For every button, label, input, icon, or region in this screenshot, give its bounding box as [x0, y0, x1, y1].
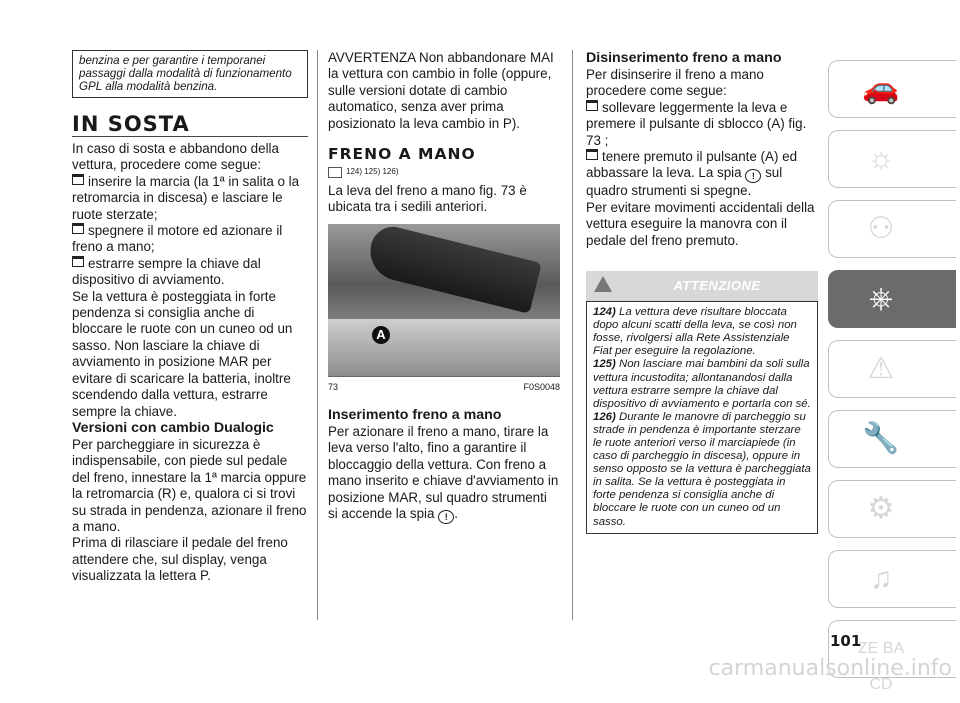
figure-handbrake — [328, 224, 560, 376]
list-item-text: estrarre sempre la chiave dal dispositivo di avviamento. — [72, 255, 261, 288]
paragraph: Se la vettura è posteggiata in forte pendenza si consiglia anche di bloccare le ruote con un cuneo od un sasso. Non lasciare la chiave di avviamento in posizione MAR per evitare di scaricare la batteria, inoltre scendendo dalla vettura, estrarre sempre la chiave. — [72, 288, 293, 419]
paragraph: Per evitare movimenti accidentali della vettura eseguire la manovra con il pedale del freno premuto. — [586, 199, 815, 248]
tab-warning-car-icon[interactable] — [828, 340, 956, 398]
sun-mail-icon: ☼ — [867, 142, 895, 175]
figure-label-a: A — [372, 326, 390, 344]
tab-tech-data-icon[interactable] — [828, 480, 956, 538]
tech-data-icon: ⚙ — [867, 492, 895, 525]
figure-console — [328, 319, 560, 376]
subheading-dualogic: Versioni con cambio Dualogic — [72, 419, 274, 436]
list-item-text: sul quadro strumenti si spegne. — [586, 165, 783, 199]
list-item — [586, 149, 818, 200]
paragraph: Prima di rilasciare il pedale del freno attendere che, sul display, venga visualizzata la lettera P. — [72, 535, 288, 584]
brake-warning-light-icon: ! — [438, 510, 454, 524]
index-letters-icon: ZE BA CD — [857, 640, 905, 693]
list-item-text: spegnere il motore ed azionare il freno a mano; — [72, 223, 283, 255]
tab-key-steering-icon[interactable] — [828, 270, 956, 328]
heading-in-sosta: IN SOSTA — [72, 116, 308, 137]
list-item — [72, 256, 308, 289]
heading-disinserimento: Disinserimento freno a mano — [586, 50, 782, 66]
paragraph-end: . — [454, 506, 458, 522]
tab-seat-airbag-icon[interactable] — [828, 200, 956, 258]
warning-ref-icon — [328, 167, 342, 178]
heading-freno-a-mano: FRENO A MANO — [328, 145, 476, 164]
list-item — [586, 100, 818, 149]
warning-text: Durante le manovre di parcheggio su strade in pendenza è importante sterzare le ruote anteriori verso il marciapiede (in caso di parcheggio in discesa), oppure in senso opposto se la vettura è parcheggiata in salita. Se la vettura è posteggiata in forte pendenza si consiglia anche di bloccare le ruote con un cuneo od un sasso. — [593, 410, 811, 528]
column-3 — [586, 50, 818, 534]
warning-box — [586, 301, 818, 534]
references — [328, 164, 560, 180]
wrench-car-icon: 🔧 — [862, 422, 900, 455]
car-icon: 🚗 — [862, 72, 900, 105]
seat-airbag-icon: ⚇ — [867, 212, 895, 245]
tab-wrench-car-icon[interactable] — [828, 410, 956, 468]
brake-warning-light-icon: ! — [745, 169, 761, 183]
warning-item — [593, 306, 811, 358]
figure-lever — [364, 224, 542, 314]
warning-number: 124) — [593, 306, 616, 319]
page-number: 101 — [830, 632, 862, 650]
tab-car-icon[interactable] — [828, 60, 956, 118]
watermark: carmanualsonline.info — [708, 656, 952, 681]
warning-title: ATTENZIONE — [673, 278, 761, 294]
media-icon: ♫ — [869, 562, 893, 595]
column-divider — [572, 50, 573, 620]
intro-text: In caso di sosta e abbandono della vettura, procedere come segue: — [72, 141, 279, 173]
paragraph: Per parcheggiare in sicurezza è indispensabile, con piede sul pedale del freno, innestare la 1ª marcia oppure la retromarcia (R) e, qualora ci si trovi su strada in pendenza, azionare il freno a mano. — [72, 436, 307, 534]
warning-text: La vettura deve risultare bloccata dopo alcuni scatti della leva, se così non fosse, rivolgersi alla Rete Assistenziale Fiat per eseguire la regolazione. — [593, 306, 797, 358]
tab-media-icon[interactable] — [828, 550, 956, 608]
paragraph: La leva del freno a mano fig. 73 è ubicata tra i sedili anteriori. — [328, 182, 527, 215]
chapter-tabs — [828, 60, 956, 693]
subheading-inserimento: Inserimento freno a mano — [328, 407, 502, 424]
figure-caption — [328, 376, 560, 395]
warning-car-icon: ⚠ — [867, 352, 895, 385]
warning-item — [593, 358, 811, 410]
warning-text: Non lasciare mai bambini da soli sulla vettura incustodita; allontanandosi dalla vettura estrarre sempre la chiave dal dispositivo di avviamento e portarla con sé. — [593, 358, 811, 410]
list-item-text: inserire la marcia (la 1ª in salita o la retromarcia in discesa) e lasciare le ruote sterzate; — [72, 173, 300, 222]
figure-number: 73 — [328, 381, 339, 392]
warning-paragraph: AVVERTENZA Non abbandonare MAI la vettura con cambio in folle (oppure, sulle versioni dotate di cambio automatico, senza aver prima posizionato la leva cambio in P). — [328, 50, 554, 131]
intro-text: Per disinserire il freno a mano procedere come segue: — [586, 67, 764, 99]
column-divider — [317, 50, 318, 620]
warning-number: 125) — [593, 358, 616, 371]
key-steering-icon: ⎈ — [869, 282, 893, 315]
list-item-text: sollevare leggermente la leva e premere il pulsante di sblocco (A) fig. 73 ; — [586, 99, 807, 148]
list-item-text: tenere premuto il pulsante (A) ed abbassare la leva. La spia — [586, 149, 798, 181]
warning-header — [586, 271, 818, 301]
column-1 — [72, 50, 308, 585]
list-item — [72, 174, 308, 223]
warning-number: 126) — [593, 410, 616, 423]
reference-numbers: 124) 125) 126) — [346, 167, 399, 177]
top-note: benzina e per garantire i temporanei passaggi dalla modalità di funzionamento GPL alla modalità benzina. — [72, 50, 308, 98]
paragraph-text: Per azionare il freno a mano, tirare la leva verso l'alto, fino a garantire il bloccaggio della vettura. Con freno a mano inserito e chiave d'avviamento in posizione MAR, sul quadro strumenti si accende la spia — [328, 424, 559, 522]
paragraph — [328, 424, 560, 524]
list-item — [72, 223, 308, 256]
warning-item — [593, 411, 811, 529]
column-2 — [328, 50, 560, 524]
figure-code: F0S0048 — [523, 381, 560, 392]
tab-sun-mail-icon[interactable] — [828, 130, 956, 188]
